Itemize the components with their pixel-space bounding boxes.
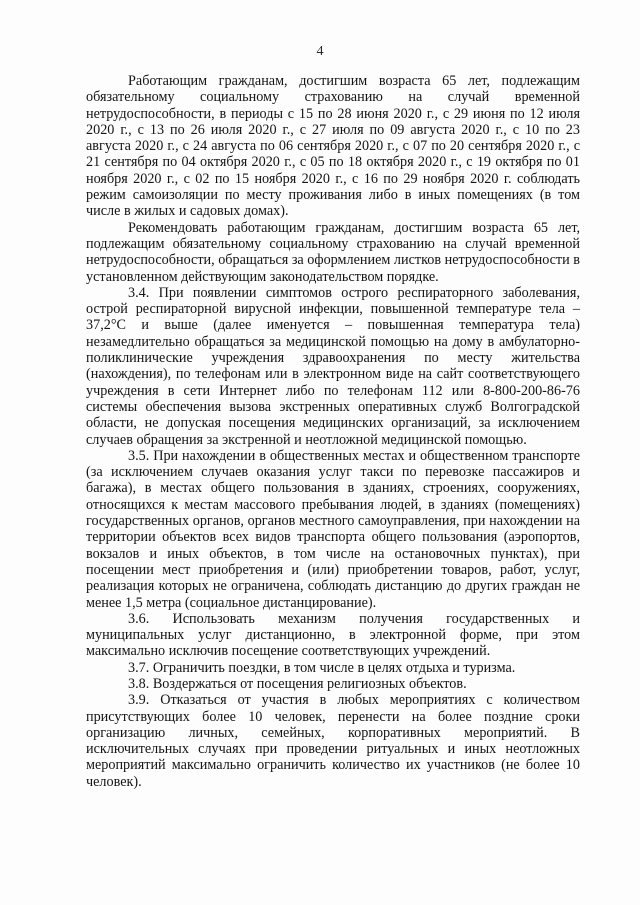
paragraph-3-9-events: 3.9. Отказаться от участия в любых мероприятиях с количеством присутствующих более 10 человек, перенести на более поздние сроки организацию личных, семейных, корпоративных мероприятий. В исключительных случаях при проведении ритуальных и иных неотложных мероприятий максимально ограничить количество их участников (не более 10 человек). <box>86 692 580 790</box>
paragraph-3-4-symptoms: 3.4. При появлении симптомов острого респираторного заболевания, острой респираторной вирусной инфекции, повышенной температуре тела – 37,2°С и выше (далее именуется – повышенная температура тела) незамедлительно обращаться за медицинской помощью на дому в амбулаторно-поликлинические учреждения здравоохранения по месту жительства (нахождения), по телефонам или в электронном виде на сайт соответствующего учреждения в сети Интернет либо по телефонам 112 или 8-800-200-86-76 системы обеспечения вызова экстренных оперативных служб Волгоградской области, не допуская посещения медицинских организаций, за исключением случаев обращения за экстренной и неотложной медицинской помощью. <box>86 284 580 448</box>
page-number: 4 <box>316 44 324 59</box>
paragraph-self-isolation-65: Работающим гражданам, достигшим возраста 65 лет, подлежащим обязательному социальному страхованию на случай временной нетрудоспособности, в периоды с 15 по 28 июня 2020 г., с 29 июня по 12 июля 2020 г., с 13 по 26 июля 2020 г., с 27 июля по 09 августа 2020 г., с 10 по 23 августа 2020 г., с 24 августа по 06 сентября 2020 г., с 07 по 20 сентября 2020 г., с 21 сентября по 04 октября 2020 г., с 05 по 18 октября 2020 г., с 19 октября по 01 ноября 2020 г., с 02 по 15 ноября 2020 г., с 16 по 29 ноября 2020 г. соблюдать режим самоизоляции по месту проживания либо в иных помещениях (в том числе в жилых и садовых домах). <box>86 73 580 220</box>
paragraph-3-8-religious-sites: 3.8. Воздержаться от посещения религиозных объектов. <box>128 675 467 692</box>
paragraph-3-6-remote-services: 3.6. Использовать механизм получения государственных и муниципальных услуг дистанционно, в электронной форме, при этом максимально исключив посещение соответствующих учреждений. <box>86 610 580 660</box>
document-body <box>86 73 580 790</box>
paragraph-sick-leave-recommendation: Рекомендовать работающим гражданам, достигшим возраста 65 лет, подлежащим обязательному социальному страхованию на случай временной нетрудоспособности, обращаться за оформлением листков нетрудоспособности в установленном действующим законодательством порядке. <box>86 219 580 285</box>
paragraph-3-5-social-distancing: 3.5. При нахождении в общественных местах и общественном транспорте (за исключением случаев оказания услуг такси по перевозке пассажиров и багажа), в местах общего пользования в зданиях, строениях, сооружениях, относящихся к местам массового пребывания людей, в зданиях (помещениях) государственных органов, органов местного самоуправления, при нахождении на территории объектов всех видов транспорта общего пользования (аэропортов, вокзалов и иных объектов, в том числе на остановочных пунктах), при посещении мест приобретения и (или) приобретении товаров, работ, услуг, реализация которых не ограничена, соблюдать дистанцию до других граждан не менее 1,5 метра (социальное дистанцирование). <box>86 447 580 611</box>
paragraph-3-7-limit-trips: 3.7. Ограничить поездки, в том числе в целях отдыха и туризма. <box>128 659 516 676</box>
